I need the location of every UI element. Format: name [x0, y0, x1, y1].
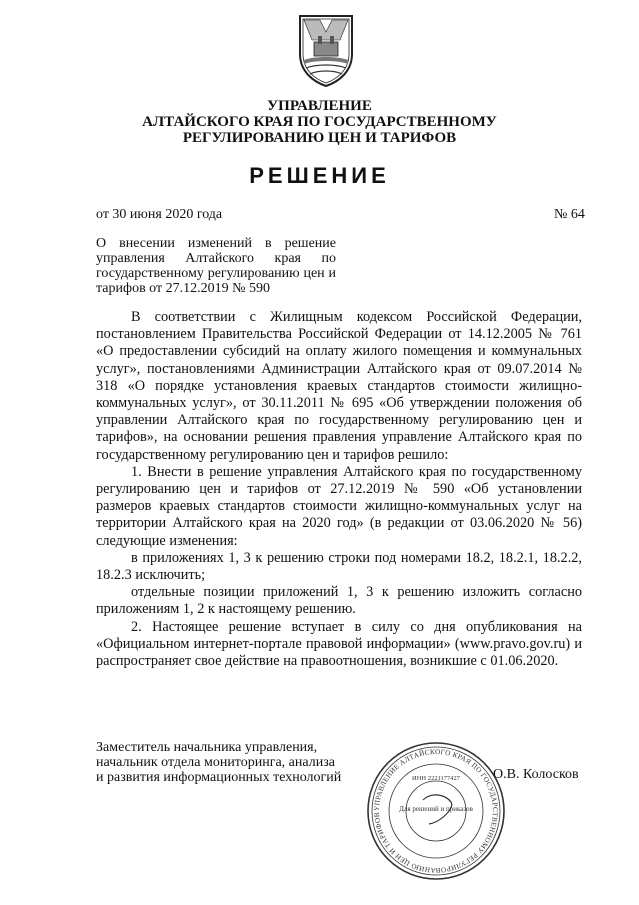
body-paragraph-item-1: 1. Внести в решение управления Алтайского края по государственному регулированию цен и тарифов от 27.12.2019 № 590 «Об установлении размеров краевых стандартов стоимости жилищно-коммунальных услуг на территории Алтайского края на 2020 год» (в редакции от 03.06.2020 № 56) следующие изменения: [96, 463, 582, 549]
agency-name-line-1: УПРАВЛЕНИЕ [267, 98, 372, 114]
document-body [96, 309, 582, 670]
signer-name: О.В. Колосков [493, 767, 579, 782]
body-paragraph-item-1-change-a: в приложениях 1, 3 к решению строки под номерами 18.2, 18.2.1, 18.2.2, 18.2.3 исключить; [96, 549, 582, 584]
coat-of-arms-emblem [292, 10, 360, 88]
stamp-outer-text: УПРАВЛЕНИЕ АЛТАЙСКОГО КРАЯ ПО ГОСУДАРСТВЕННОМУ РЕГУЛИРОВАНИЮ ЦЕН И ТАРИФОВ [372, 747, 500, 875]
signer-position [96, 740, 366, 785]
document-date: от 30 июня 2020 года [96, 207, 223, 222]
signer-position-line-2: начальник отдела мониторинга, анализа [96, 755, 335, 770]
document-number: № 64 [554, 207, 585, 222]
agency-name-line-3: РЕГУЛИРОВАНИЮ ЦЕН И ТАРИФОВ [182, 130, 457, 146]
agency-name-line-2: АЛТАЙСКОГО КРАЯ ПО ГОСУДАРСТВЕННОМУ [142, 114, 497, 130]
document-title: РЕШЕНИЕ [249, 163, 390, 188]
body-paragraph-item-2: 2. Настоящее решение вступает в силу со дня опубликования на «Официальном интернет-портале правовой информации» (www.pravo.gov.ru) и распространяет свое действие на правоотношения, возникшие с 01.06.2020. [96, 618, 582, 670]
document-subject: О внесении изменений в решение управления Алтайского края по государственному регулированию цен и тарифов от 27.12.2019 № 590 [96, 236, 336, 296]
stamp-center-text: Для решений и приказов [399, 805, 473, 813]
signer-position-line-1: Заместитель начальника управления, [96, 740, 318, 755]
body-paragraph-item-1-change-b: отдельные позиции приложений 1, 3 к решению изложить согласно приложениям 1, 2 к настоящему решению. [96, 584, 582, 618]
stamp-inn: ИНН 2221177427 [412, 775, 460, 782]
official-stamp [365, 740, 507, 882]
signer-position-line-3: и развития информационных технологий [96, 770, 342, 785]
body-paragraph-legal-basis: В соответствии с Жилищным кодексом Российской Федерации, постановлением Правительства Российской Федерации от 14.12.2005 № 761 «О предоставлении субсидий на оплату жилого помещения и коммунальных услуг», постановлениями Администрации Алтайского края от 09.07.2014 № 318 «О порядке установления краевых стандартов стоимости жилищно-коммунальных услуг», от 30.11.2011 № 695 «Об утверждении положения об управлении Алтайского края по государственному регулированию цен и тарифов», на основании решения правления управление Алтайского края по государственному регулированию цен и тарифов решило: [96, 309, 582, 463]
